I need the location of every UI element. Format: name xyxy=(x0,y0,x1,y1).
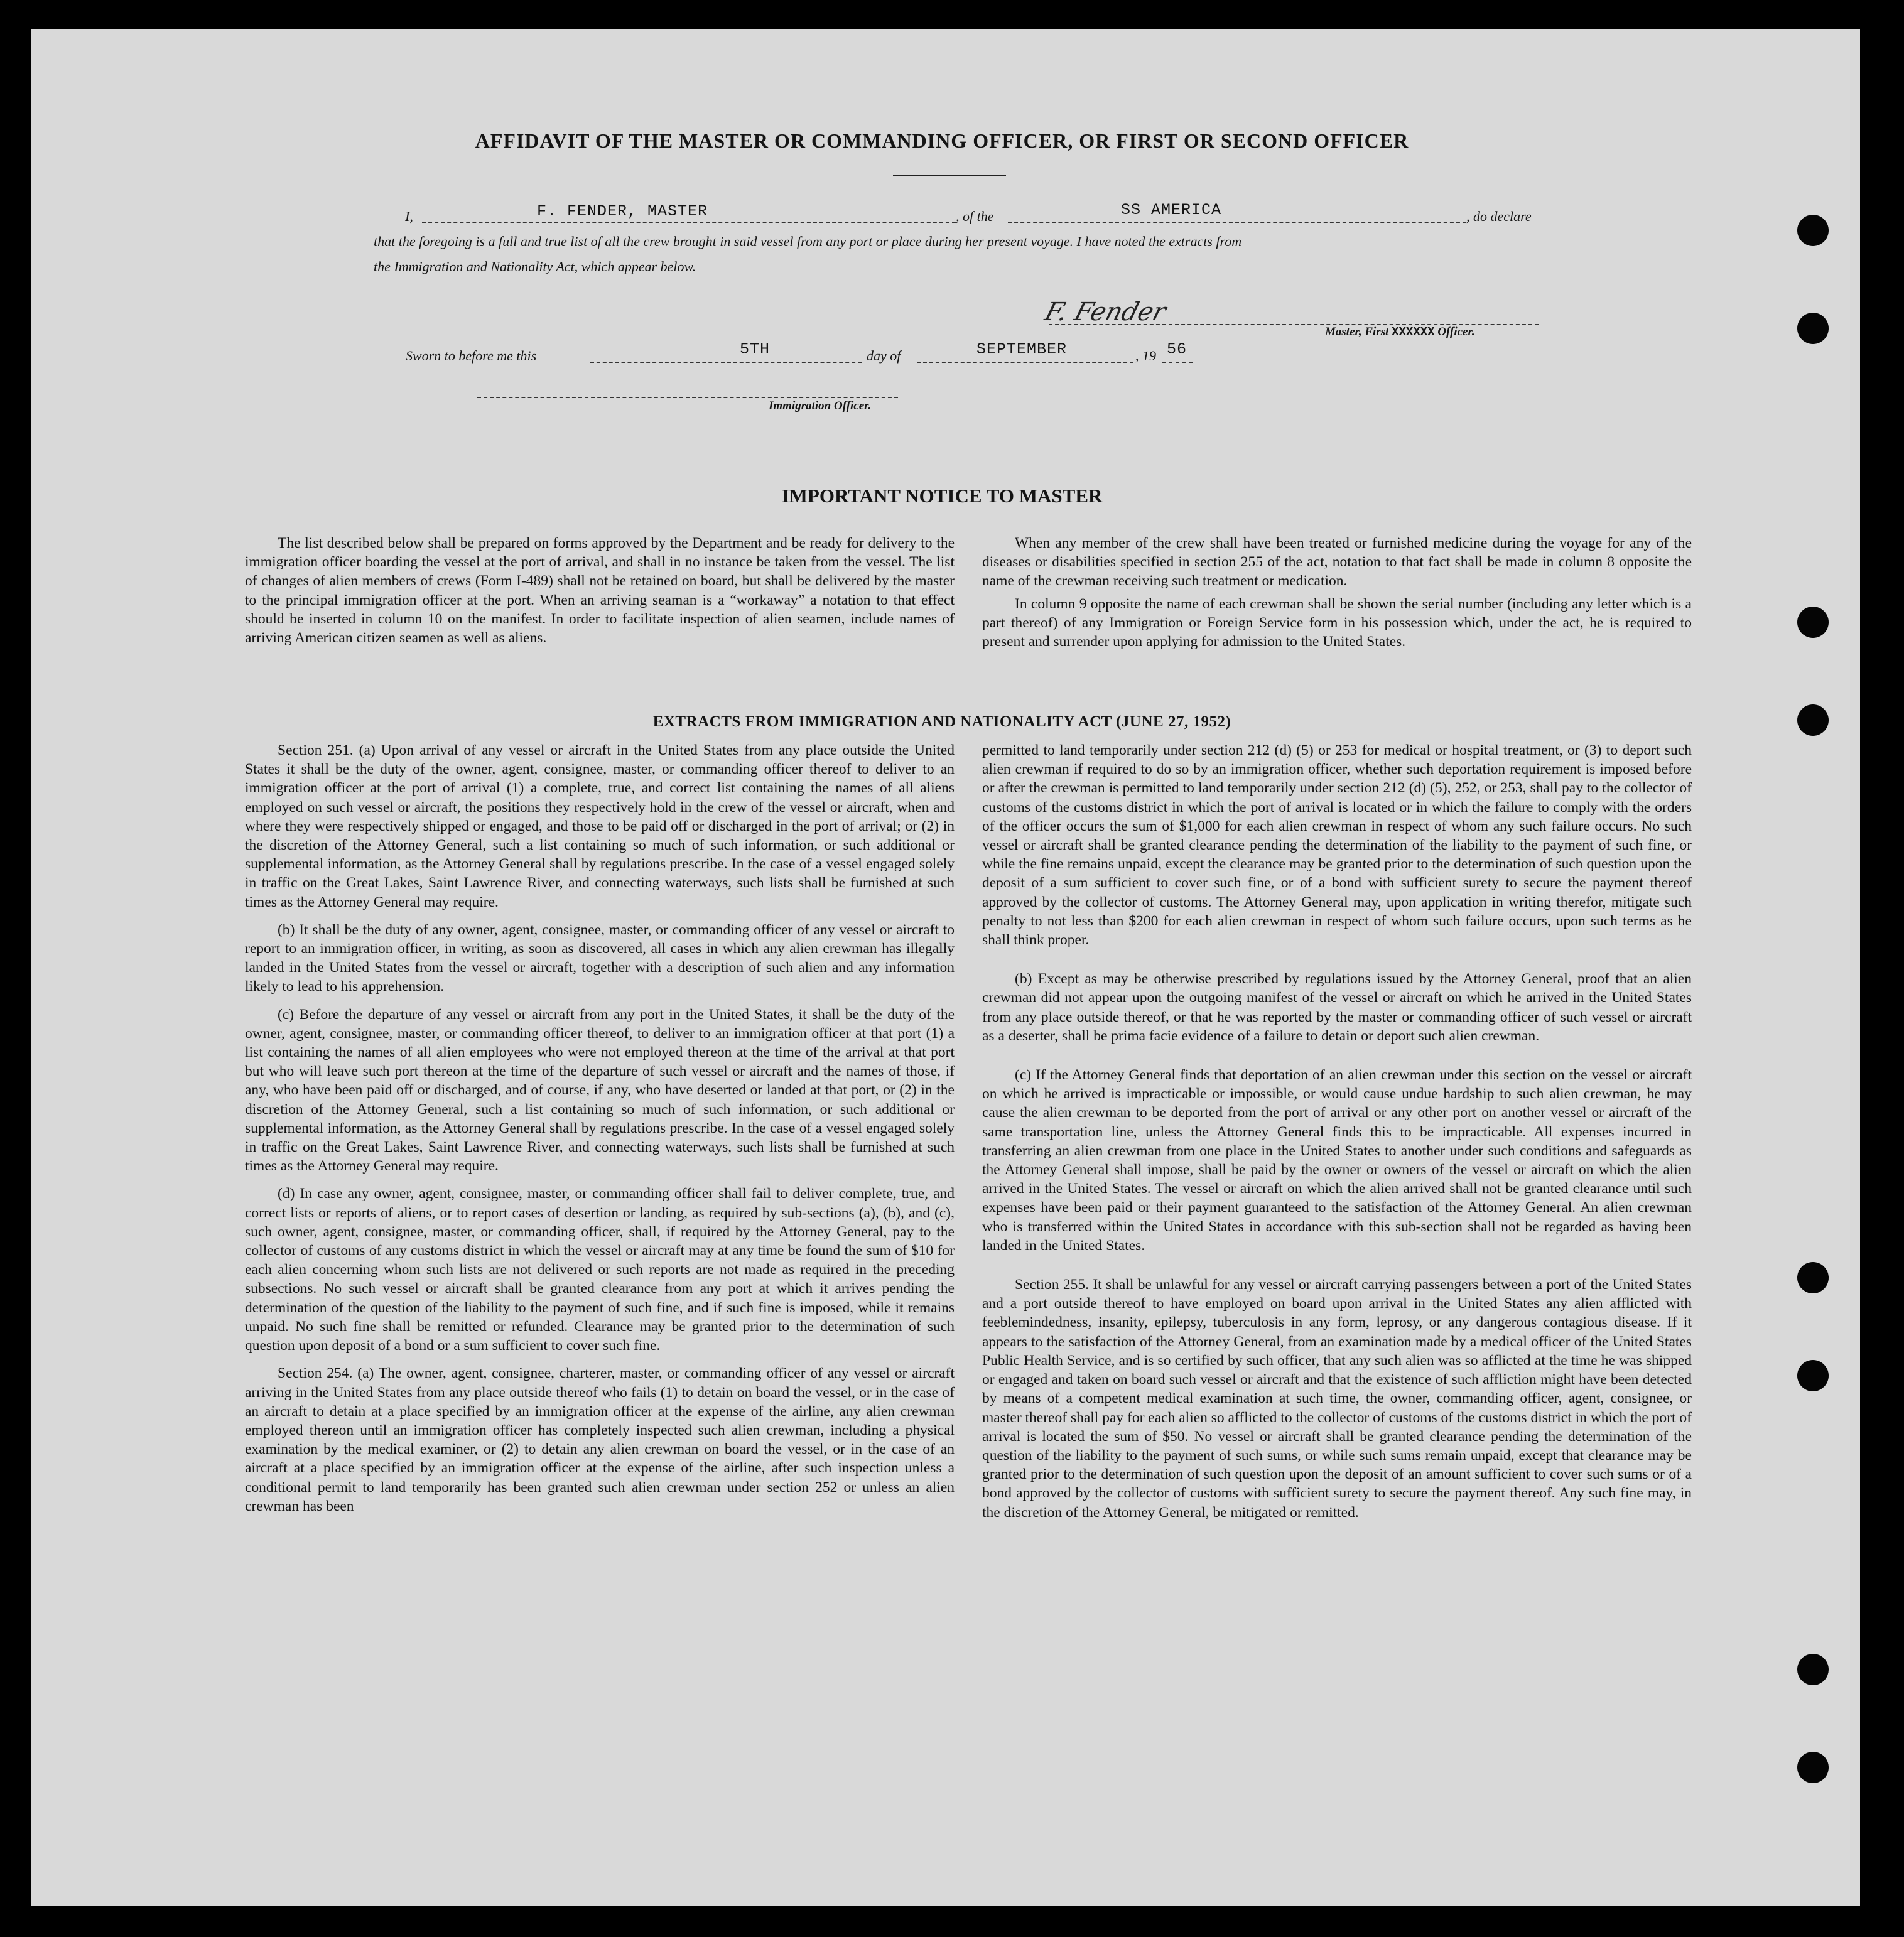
binder-hole xyxy=(1797,1262,1829,1293)
year-prefix: , 19 xyxy=(1135,348,1156,364)
binder-hole xyxy=(1797,1752,1829,1783)
section-254-a-continued: permitted to land temporarily under section 212 (d) (5) or 253 for medical or hospital treatment, or (3) to deport such alien crewman if required to do so by an immigration officer, whether such deportation requirement is imposed before or after the crewman is permitted to land temporarily under section 212 (d) (5), 252, or 253, shall pay to the collector of customs of the customs district in which the port of arrival is located or in which the failure to comply with the orders of the officer occurs the sum of $1,000 for each alien crewman in respect of whom any such failure occurs. No such vessel or aircraft shall be granted clearance pending the determination of the liability to the payment of such fine, or while the fine remains unpaid, except the clearance may be granted prior to the determination of such question upon the deposit of a sum sufficient to cover such fine, or of a bond with sufficient surety to secure the payment thereof approved by the collector of customs. The Attorney General may, upon application in writing therefor, mitigate such penalty to not less than $200 for each alien crewman in respect of whom such failure occurs, upon such terms as he shall think proper. xyxy=(982,742,1692,949)
day-of-label: day of xyxy=(867,348,901,364)
month-line xyxy=(917,362,1133,363)
do-declare-label: , do declare xyxy=(1466,208,1532,224)
extracts-title: EXTRACTS FROM IMMIGRATION AND NATIONALITY ACT (JUNE 27, 1952) xyxy=(652,713,1231,730)
vessel-line xyxy=(1008,222,1466,223)
year-line xyxy=(1162,362,1193,363)
master-signature: F. Fender xyxy=(1041,298,1169,326)
notice-right-paragraph-1: When any member of the crew shall have been treated or furnished medicine during the voyage for any of the diseases or disabilities specified in section 255 of the act, notation to that fact shall be made in column 8 opposite the name of the crewman receiving such treatment or medication. xyxy=(982,535,1692,590)
declaration-line-2: that the foregoing is a full and true list of all the crew brought in said vessel from any port or place during her present voyage. I have noted the extracts from xyxy=(374,234,1242,249)
section-255: Section 255. It shall be unlawful for any vessel or aircraft carrying passengers between a port of the United States and a port outside thereof to have employed on board upon arrival in the United States any alien afflicted with feeblemindedness, insanity, epilepsy, tuberculosis in any form, leprosy, or any dangerous contagious disease. If it appears to the satisfaction of the Attorney General, from an examination made by a medical officer of the United States Public Health Service, and is so certified by such officer, that any such alien was so afflicted at the time he was shipped or engaged and taken on board such vessel or aircraft and that the existence of such affliction might have been detected by means of a competent medical examination at such time, the owner, commanding officer, agent, consignee, or master thereof shall pay for each alien so afflicted to the collector of customs of the customs district in which the port of arrival is located the sum of $50. No vessel or aircraft shall be granted clearance pending the determination of the question of the liability to the payment of such sums, or while such sums remain unpaid, except that clearance may be granted prior to the determination of such question upon the deposit of an amount sufficient to cover such sums or of a bond approved by the collector of customs with sufficient surety to secure the payment thereof. Any such fine may, in the discretion of the Attorney General, be mitigated or remitted. xyxy=(982,1276,1692,1521)
binder-hole xyxy=(1797,607,1829,638)
notice-title: IMPORTANT NOTICE TO MASTER xyxy=(781,485,1103,507)
section-254-a: Section 254. (a) The owner, agent, consignee, charterer, master, or commanding officer of any vessel or aircraft arriving in the United States from any place outside thereof who fails (1) to detain on board the vessel, or in the case of an aircraft to detain at a place specified by an immigration officer at the expense of the airline, any alien crewman employed thereon until an immigration officer has completely inspected such alien crewman, including a physical examination by the medical examiner, or (2) to detain any alien crewman on board the vessel, or in the case of an aircraft at a place specified by an immigration officer at the expense of the airline, after such inspection unless a conditional permit to land temporarily has been granted such alien crewman under section 252 or unless an alien crewman has been xyxy=(245,1365,955,1514)
binder-hole xyxy=(1797,313,1829,344)
title-rule xyxy=(893,175,1006,176)
notice-left-column xyxy=(245,534,955,647)
officer-line xyxy=(477,397,898,398)
section-254-c: (c) If the Attorney General finds that deportation of an alien crewman under this section on the vessel or aircraft on which he arrived is impracticable or impossible, or would cause undue hardship to such alien crewman, he may cause the alien crewman to be deported from the port of arrival or any other port on another vessel or aircraft of the same transportation line, unless the Attorney General finds this to be impracticable. All expenses incurred in transferring an alien crewman from one place in the United States to another under such conditions and safeguards as the Attorney General shall impose, shall be paid by the owner or owners of the vessel or aircraft on which the alien arrived in the United States. The vessel or aircraft on which the alien arrived shall not be granted clearance until such expenses have been paid or their payment guaranteed to the satisfaction of the Attorney General. An alien crewman who is transferred within the United States in accordance with this sub-section shall not be regarded as having been landed in the United States. xyxy=(982,1067,1692,1254)
role-strike: XXXXXX xyxy=(1392,325,1435,339)
declaration-line-3: the Immigration and Nationality Act, which appear below. xyxy=(374,259,696,274)
section-254-b: (b) Except as may be otherwise prescribed by regulations issued by the Attorney General, proof that an alien crewman did not appear upon the outgoing manifest of the vessel or aircraft on which he arrived in the United States from any place outside thereof, or that he was reported by the master or commanding officer of such vessel or aircraft as a deserter, shall be prima facie evidence of a failure to detain or deport such alien crewman. xyxy=(982,971,1692,1044)
notice-left-paragraph: The list described below shall be prepared on forms approved by the Department and be ready for delivery to the immigration officer boarding the vessel at the port of arrival, and shall in no instance be taken from the vessel. The list of changes of alien members of crews (Form I-489) shall not be retained on board, but shall be delivered by the master to the principal immigration officer at the port. When an arriving seaman is a “workaway” a notation to that effect should be inserted in column 10 on the manifest. In order to facilitate inspection of alien seamen, include names of arriving American citizen seamen as well as aliens. xyxy=(245,535,955,647)
notice-right-paragraph-2: In column 9 opposite the name of each crewman shall be shown the serial number (including any letter which is a part thereof) of any Immigration or Foreign Service form in his possession which, under the act, he is required to present and surrender upon applying for admission to the United States. xyxy=(982,595,1692,650)
section-251-d: (d) In case any owner, agent, consignee, master, or commanding officer shall fail to deliver complete, true, and correct lists or reports of aliens, or to report cases of desertion or landing, as required by sub-sections (a), (b), and (c), such owner, agent, consignee, master, or commanding officer, shall, if required by the Attorney General, pay to the collector of customs of any customs district in which the vessel or aircraft may at any time be found the sum of $10 for each alien concerning whom such lists are not delivered or such reports are not made as required in the preceding subsections. No such vessel or aircraft shall be granted clearance from any port at which it arrives pending the determination of the question of the liability to the payment of such fine, and if such fine is imposed, while it remains unpaid. No such fine shall be remitted or refunded. Clearance may be granted prior to the determination of such question upon deposit of a bond or a sum sufficient to cover such fine. xyxy=(245,1185,955,1354)
declaration-i-label: I, xyxy=(405,208,413,224)
officer-label: Immigration Officer. xyxy=(769,399,872,413)
section-251-b: (b) It shall be the duty of any owner, agent, consignee, master, or commanding officer of any vessel or aircraft to report to an immigration officer, in writing, as soon as discovered, all cases in which any alien crewman has illegally landed in the United States from the vessel or aircraft, together with a description of such alien and any information likely to lead to his apprehension. xyxy=(245,921,955,995)
extracts-right-column xyxy=(982,741,1692,1522)
sworn-month: SEPTEMBER xyxy=(976,340,1068,359)
binder-hole xyxy=(1797,1360,1829,1391)
role-suffix: Officer. xyxy=(1437,325,1475,338)
sworn-label: Sworn to before me this xyxy=(406,348,537,364)
day-line xyxy=(590,362,862,363)
sworn-day: 5TH xyxy=(740,340,771,359)
sworn-year: 56 xyxy=(1167,340,1187,359)
section-251-c: (c) Before the departure of any vessel or aircraft from any port in the United States, it shall be the duty of the owner, agent, consignee, master, or commanding officer thereof, to deliver to an immigration officer at that port (1) a list containing the names of all alien employees who were not employed thereon at the time of the arrival at that port but who will leave such port thereon at the time of the departure of such vessel or aircraft and the names of those, if any, who have been paid off or discharged, and of course, if any, who have deserted or landed at that port, or (2) in the discretion of the Attorney General, such a list containing so much of such information, or such additional or supplemental information, as the Attorney General shall by regulations prescribe. In the case of a vessel engaged solely in traffic on the Great Lakes, Saint Lawrence River, and connecting waterways, such lists shall be furnished at such times as the Attorney General may require. xyxy=(245,1006,955,1175)
binder-hole xyxy=(1797,215,1829,246)
document-page xyxy=(31,29,1860,1906)
section-251-a: Section 251. (a) Upon arrival of any vessel or aircraft in the United States from any place outside the United States it shall be the duty of the owner, agent, consignee, master, or commanding officer thereof to deliver to an immigration officer at the port of arrival (1) a complete, true, and correct list containing the names of all aliens employed on such vessel or aircraft, the positions they respectively hold in the crew of the vessel or aircraft, when and where they were respectively shipped or engaged, and those to be paid off or discharged in the port of arrival; or (2) in the discretion of the Attorney General, such a list containing so much of such information, or such additional or supplemental information, as the Attorney General shall by regulations prescribe. In the case of a vessel engaged solely in traffic on the Great Lakes, Saint Lawrence River, and connecting waterways, such lists shall be furnished at such times as the Attorney General may require. xyxy=(245,742,955,910)
notice-right-column xyxy=(982,534,1692,651)
binder-hole xyxy=(1797,1654,1829,1685)
vessel-name: SS AMERICA xyxy=(1121,201,1222,219)
extracts-left-column xyxy=(245,741,955,1516)
signature-role xyxy=(1325,325,1475,339)
role-label: Master, First xyxy=(1325,325,1389,338)
declarant-name: F. FENDER, MASTER xyxy=(537,202,708,220)
declarant-line xyxy=(422,222,956,223)
affidavit-title: AFFIDAVIT OF THE MASTER OR COMMANDING OFFICER, OR FIRST OR SECOND OFFICER xyxy=(475,129,1409,152)
of-the-label: , of the xyxy=(956,208,994,224)
